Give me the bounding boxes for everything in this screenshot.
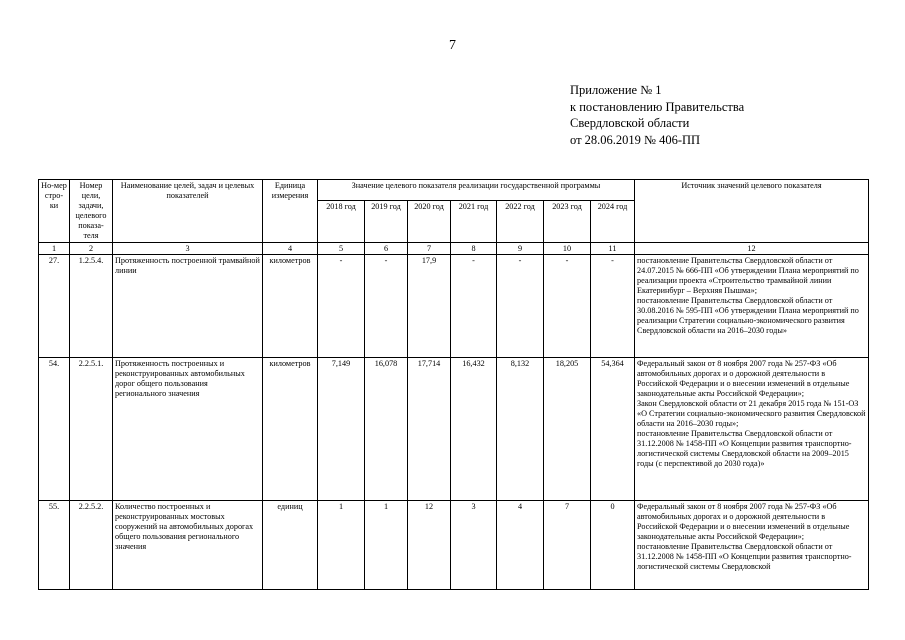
source-paragraph: постановление Правительства Свердловской области от 31.12.2008 № 1458-ПП «О Концепции развития транспортно-логистической системы Свердловской (637, 542, 852, 571)
row-indicator-name: Протяженность построенной трамвайной линии (113, 255, 263, 358)
row-code: 2.2.5.1. (70, 358, 113, 501)
column-number: 3 (113, 243, 263, 255)
column-number: 9 (497, 243, 544, 255)
table-row (39, 255, 869, 358)
row-value: 1 (318, 501, 365, 590)
header-goal-number: Номер цели, задачи, целевого показа-теля (70, 180, 113, 243)
row-number: 55. (39, 501, 70, 590)
row-value: 8,132 (497, 358, 544, 501)
appendix-line-4: от 28.06.2019 № 406-ПП (570, 132, 701, 147)
row-value: 17,714 (408, 358, 451, 501)
row-value: - (365, 255, 408, 358)
source-paragraph: Федеральный закон от 8 ноября 2007 года № 257-ФЗ «Об автомобильных дорогах и о дорожной деятельности в Российской Федерации и о внесении изменений в отдельные законодательные акты Российской Федерации»; (637, 502, 850, 541)
table-row (39, 358, 869, 501)
row-indicator-name: Протяженность построенных и реконструированных автомобильных дорог общего пользования регионального значения (113, 358, 263, 501)
row-value: 4 (497, 501, 544, 590)
row-value: 16,078 (365, 358, 408, 501)
header-year: 2020 год (408, 201, 451, 243)
indicators-table (38, 179, 869, 590)
row-value: 7 (544, 501, 591, 590)
row-code: 2.2.5.2. (70, 501, 113, 590)
header-row-number: Но-мер стро-ки (39, 180, 70, 243)
row-value: 17,9 (408, 255, 451, 358)
row-value: - (318, 255, 365, 358)
column-numbers-row (39, 243, 869, 255)
row-value: 7,149 (318, 358, 365, 501)
table-header-row-1 (39, 180, 869, 201)
row-value: 16,432 (451, 358, 497, 501)
source-paragraph: постановление Правительства Свердловской области от 30.08.2016 № 595-ПП «Об утверждении Плана мероприятий по реализации Стратегии социально-экономического развития Свердловской области на 2016–2030 годы» (637, 296, 859, 335)
row-number: 54. (39, 358, 70, 501)
header-year: 2022 год (497, 201, 544, 243)
source-paragraph: постановление Правительства Свердловской области от 24.07.2015 № 666-ПП «Об утверждении Плана мероприятий по реализации проекта «Строительство трамвайной линии Екатеринбург – Верхняя Пышма»; (637, 256, 859, 295)
source-paragraph: Федеральный закон от 8 ноября 2007 года № 257-ФЗ «Об автомобильных дорогах и о дорожной деятельности в Российской Федерации и о внесении изменений в отдельные законодательные акты Российской Федерации»; (637, 359, 850, 398)
header-source: Источник значений целевого показателя (635, 180, 869, 243)
header-indicator-name: Наименование целей, задач и целевых показателей (113, 180, 263, 243)
appendix-line-1: Приложение № 1 (570, 83, 662, 97)
row-unit: километров (263, 358, 318, 501)
row-unit: единиц (263, 501, 318, 590)
row-value: - (497, 255, 544, 358)
header-unit: Единица измерения (263, 180, 318, 243)
header-year: 2018 год (318, 201, 365, 243)
header-year: 2023 год (544, 201, 591, 243)
header-year: 2024 год (591, 201, 635, 243)
source-paragraph: постановление Правительства Свердловской области от 31.12.2008 № 1458-ПП «О Концепции развития транспортно-логистической системы Свердловской области на 2009–2015 годы (с перспективой до 2030 года)» (637, 429, 852, 468)
appendix-line-2: к постановлению Правительства (570, 99, 745, 114)
row-source (635, 501, 869, 590)
column-number: 1 (39, 243, 70, 255)
source-paragraph: Закон Свердловской области от 21 декабря 2015 года № 151-ОЗ «О Стратегии социально-экономического развития Свердловской области на 2016–2030 годы»; (637, 399, 866, 428)
row-unit: километров (263, 255, 318, 358)
row-code: 1.2.5.4. (70, 255, 113, 358)
row-source (635, 255, 869, 358)
header-year: 2019 год (365, 201, 408, 243)
appendix-header (570, 82, 744, 148)
row-value: - (591, 255, 635, 358)
row-value: 54,364 (591, 358, 635, 501)
header-year: 2021 год (451, 201, 497, 243)
column-number: 5 (318, 243, 365, 255)
column-number: 8 (451, 243, 497, 255)
table-row (39, 501, 869, 590)
row-value: - (451, 255, 497, 358)
appendix-line-3: Свердловской области (570, 116, 690, 130)
page-number: 7 (449, 38, 456, 53)
source-clip (637, 502, 866, 572)
column-number: 4 (263, 243, 318, 255)
column-number: 12 (635, 243, 869, 255)
column-number: 7 (408, 243, 451, 255)
row-source (635, 358, 869, 501)
column-number: 10 (544, 243, 591, 255)
row-indicator-name: Количество построенных и реконструированных мостовых сооружений на автомобильных дорогах общего пользования регионального значения (113, 501, 263, 590)
row-value: 1 (365, 501, 408, 590)
row-value: 18,205 (544, 358, 591, 501)
header-values-group: Значение целевого показателя реализации государственной программы (318, 180, 635, 201)
row-number: 27. (39, 255, 70, 358)
column-number: 2 (70, 243, 113, 255)
row-value: 12 (408, 501, 451, 590)
row-value: 3 (451, 501, 497, 590)
column-number: 11 (591, 243, 635, 255)
row-value: 0 (591, 501, 635, 590)
column-number: 6 (365, 243, 408, 255)
row-value: - (544, 255, 591, 358)
